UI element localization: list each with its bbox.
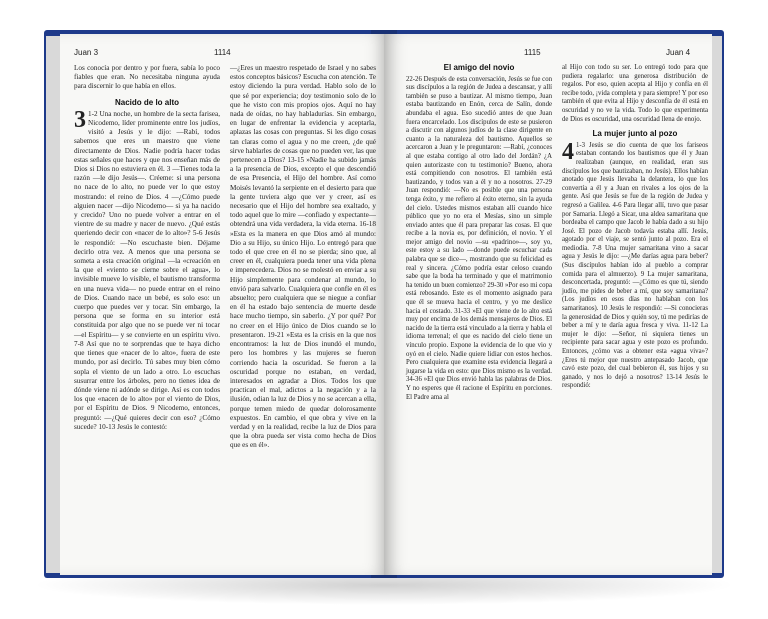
section-heading-friend: El amigo del novio <box>443 63 515 72</box>
running-head-left: Juan 3 <box>74 48 99 57</box>
chapter-3-text: 1-2 Una noche, un hombre de la secta farisea, Nicodemo, líder prominente entre los judíos, visitó a Jesús y le dijo: —Rabí, todos sabemos que eres un maestro que viene directamente de Dios. Nadie podría hacer todas estas señales que haces y que nos enseñan más de Dios si Dios no estuviera en él. 3 —Tienes toda la razón —le dijo Jesús—. Créeme: si una persona no nace de lo alto, no puede ver lo que estoy mostrando: el reino de Dios. 4 —¿Cómo puede alguien nacer —dijo Nicodemo— si ya ha nacido y crecido? Uno no puede volver a entrar en el vientre de su madre y nacer de nuevo. ¿Qué estás queriendo decir con «nacer de lo alto»? 5-6 Jesús le respondió: —No escuchaste bien. Déjame decirlo otra vez. A menos que una persona se someta a esta creación original —la «creación en la que el «viento se cierne sobre el agua», lo invisible mueve lo visible, el bautismo transforma en una nueva vida— no puede entrar en el reino de Dios. Cuando nace un bebé, es solo eso: un cuerpo que puedes ver y tocar. Sin embargo, la persona que se forma en su interior está constituida por algo que no se puede ver ni tocar —el Espíritu— y se convierte en un espíritu vivo. 7-8 Así que no te sorprendas que te haya dicho que tienes que «nacer de lo alto», fuera de este mundo, por así decirlo. Tú sabes muy bien cómo sopla el viento de un lado a otro. Lo escuchas susurrar entre los árboles, pero no tienes idea de dónde viene ni adónde se dirige. Así es con todos los que «nacen de lo alto» por el viento de Dios, por el Espíritu de Dios. 9 Nicodemo, entonces, preguntó: —¿Qué quieres decir con eso? ¿Cómo sucede? 10-13 Jesús le contestó: <box>74 109 220 431</box>
chapter-body-3 <box>74 106 220 432</box>
section-heading-born-again: Nacido de lo alto <box>114 97 179 107</box>
left-page-columns <box>74 64 376 451</box>
intro-paragraph: Los conocía por dentro y por fuera, sabía lo poco fiables que eran. No necesitaba ninguna ayuda para discernir lo que había en ellos. <box>74 64 220 91</box>
chapter-number-4: 4 <box>562 138 574 165</box>
chapter-number-3: 3 <box>74 106 86 133</box>
left-column-2-text: —¿Eres un maestro respetado de Israel y no sabes estos conceptos básicos? Escucha con atención. Te estoy diciendo la pura verdad. Hablo solo de lo que sé por experiencia; doy testimonio solo de lo que he visto con mis propios ojos. Aquí no hay nada de oídas, no hay habladurías. Sin embargo, en lugar de enfrentar la evidencia y aceptarla, aplazas las cosas con preguntas. Si les digo cosas tan claras como el agua y no me creen, ¿de qué sirve hablarles de cosas que no pueden ver, las que pertenecen a Dios? 13-15 »Nadie ha subido jamás a la presencia de Dios, excepto el que descendió de esa Presencia, el Hijo del hombre. Así como Moisés levantó la serpiente en el desierto para que la gente tuviera algo que ver y creer, así es necesario que el Hijo del hombre sea exaltado, y todo aquel que lo mire —confiado y expectante— obtendrá una vida verdadera, la vida eterna. 16-18 »Esta es la manera en que Dios amó al mundo: Dio a su Hijo, su único Hijo. Lo entregó para que todo el que cree en él no se pierda; sino que, al creer en él, cualquiera pueda tener una vida plena e imperecedera. Dios no se molestó en enviar a su Hijo simplemente para condenar al mundo, lo envió para salvarlo. Cualquiera que confíe en él es absuelto; pero cualquiera que se niegue a confiar en él ha estado bajo sentencia de muerte desde hace mucho tiempo, sin saberlo. ¿Y por qué? Por no creer en el Hijo único de Dios cuando se lo presentaron. 19-21 »Esta es la crisis en la que nos encontramos: la luz de Dios inundó el mundo, pero los hombres y las mujeres se fueron corriendo hacia la oscuridad. Se fueron a la oscuridad porque no estaban, en verdad, interesados en agradar a Dios. Todos los que practican el mal, adictos a la negación y a la ilusión, odian la luz de Dios y no se acercan a ella, porque temen miedo de quedar dolorosamente expuestos. En cambio, el que obra y vive en la verdad y en la realidad, recibe la luz de Dios para que la obra pueda ser vista como hecha de Dios que es en él». <box>230 64 376 450</box>
chapter-4-text: 1-3 Jesús se dio cuenta de que los fariseos estaban contando los bautismos que él y Juan realizaban (aunque, en realidad, eran sus discípulos los que bautizaban, no Jesús). Ellos habían anotado que Jesús llevaba la delantera, lo que los convertía a él y a Juan en rivales a los ojos de la gente. Así que Jesús se fue de la región de Judea y regresó a Galilea. 4-6 Para llegar allí, tuvo que pasar por Samaria. Llegó a Sicar, una aldea samaritana que bordeaba el campo que Jacob le había dado a su hijo José. El pozo de Jacob todavía estaba allí. Jesús, agotado por el viaje, se sentó junto al pozo. Era el mediodía. 7-8 Una mujer samaritana vino a sacar agua y Jesús le dijo: —¿Me darías agua para beber? (Sus discípulos habían ido al pueblo a comprar comida para el almuerzo). 9 La mujer samaritana, desconcertada, preguntó: —¿Cómo es que tú, siendo judío, me pides de beber a mí, que soy samaritana? (Los judíos en esos días no hablaban con los samaritanos). 10 Jesús le respondió: —Si conocieras la generosidad de Dios y quién soy, tú me pedirías de beber a mí y te daría agua fresca y viva. 11-12 La mujer le dijo: —Señor, ni siquiera tienes un recipiente para sacar agua y este pozo es profundo. Entonces, ¿cómo vas a obtener esta «agua viva»? ¿Eres tú mejor que nuestro antepasado Jacob, que cavó este pozo, del cual bebieron él, sus hijos y su ganado, y nos lo dejó a nosotros? 13-14 Jesús le respondió: <box>562 141 708 390</box>
chapter-body-4 <box>562 138 708 391</box>
left-column-2 <box>230 64 376 451</box>
page-number-right: 1115 <box>524 48 541 57</box>
right-column-1 <box>406 64 552 402</box>
page-number-left: 1114 <box>214 48 231 57</box>
right-page-columns <box>406 64 708 402</box>
right-column-1-text: 22-26 Después de esta conversación, Jesús se fue con sus discípulos a la región de Judea a descansar, y allí también se puso a bautizar. Al mismo tiempo, Juan estaba bautizando en Enón, cerca de Salín, donde abundaba el agua. Eso sucedió antes de que Juan fuera encarcelado. Los discípulos de este se pusieron a discutir con algunos judíos de la clase dirigente en cuanto a la naturaleza del bautismo. Aquellos se acercaron a Juan y le preguntaron: —Rabí, ¿conoces al que estaba contigo al otro lado del Jordán? ¿A quien autorizaste con tu testimonio? Bueno, ahora está compitiendo con nosotros. El también está bautizando, y todos van a él y no a nosotros. 27-29 Juan respondió: —No es posible que una persona tenga éxito, y me refiero al éxito eterno, sin la ayuda del cielo. Ustedes mismos estaban allí cuando hice público que yo no era el Mesías, sino un simple enviado antes que él para preparar las cosas. El que recibe a la novia es, por definición, el novio. Y el mejor amigo del novio —su «padrino»—, soy yo, este estoy a su lado —donde puede escuchar cada palabra que se dice—, mostrando que su felicidad es real y sincera. ¿Cómo podría estar celoso cuando sabe que la boda ha terminado y que el matrimonio ha tenido un buen comienzo? 29-30 »Por eso mi copa está rebosando. Este es el momento asignado para que él se mueva hacia el centro, y yo me deslice hacia el costado. 31-33 »El que viene de lo alto está muy por encima de los demás mensajeros de Dios. El nacido de la tierra está vinculado a la tierra y habla el idioma terrenal; el que es nacido del cielo tiene un vínculo propio. Expone la evidencia de lo que vio y oyó en el cielo. Nadie quiere lidiar con estos hechos. Pero cualquiera que examine esta evidencia llegará a jugarse la vida en esto: que Dios mismo es la verdad. 34-36 »El que Dios envió habla las palabras de Dios. Y no esperes que él racione el Espíritu en porciones. El Padre ama al <box>406 75 552 401</box>
running-head-right: Juan 4 <box>666 48 691 57</box>
right-page <box>384 34 712 575</box>
right-column-2 <box>562 64 708 402</box>
section-heading-woman-well: La mujer junto al pozo <box>592 129 678 139</box>
right-column-2-intro: al Hijo con todo su ser. Lo entregó todo para que pudiera regalarlo: una generosa distribución de regalos. Por eso, quien acepta al Hijo y confía en él recibe todo, ¡vida completa y para siempre! Y por eso también el que evita al Hijo y desconfía de él está en oscuridad y no ve la vida. Todo lo que experimenta de Dios es oscuridad, una oscuridad llena de enojo. <box>562 64 708 123</box>
left-column-1 <box>74 64 220 451</box>
left-page <box>60 34 388 575</box>
